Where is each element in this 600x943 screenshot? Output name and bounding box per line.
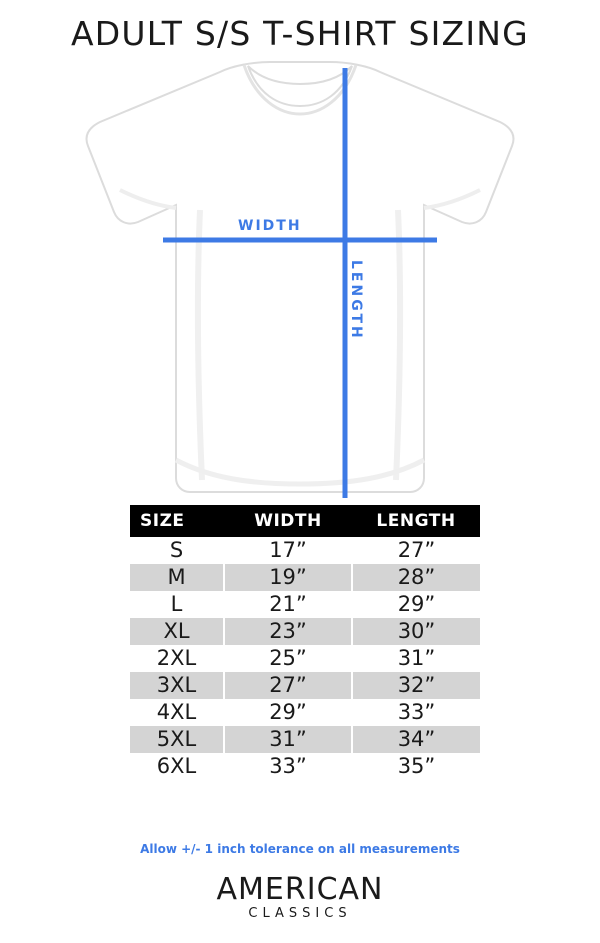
cell-length: 29” [352,591,480,618]
size-table-body [130,537,480,780]
length-label: LENGTH [348,260,364,341]
cell-width: 21” [224,591,352,618]
table-row [130,753,480,780]
cell-width: 27” [224,672,352,699]
table-row [130,672,480,699]
table-header-row [130,505,480,537]
cell-size: S [130,537,224,564]
header-width: WIDTH [224,505,352,537]
cell-width: 19” [224,564,352,591]
cell-width: 31” [224,726,352,753]
tshirt-diagram [0,60,600,510]
cell-length: 32” [352,672,480,699]
cell-size: 6XL [130,753,224,780]
table-row [130,645,480,672]
table-row [130,699,480,726]
table-row [130,591,480,618]
cell-length: 35” [352,753,480,780]
table-row [130,726,480,753]
cell-width: 17” [224,537,352,564]
cell-size: XL [130,618,224,645]
cell-width: 25” [224,645,352,672]
cell-width: 29” [224,699,352,726]
cell-width: 23” [224,618,352,645]
table-row [130,537,480,564]
cell-length: 30” [352,618,480,645]
cell-size: 2XL [130,645,224,672]
header-size: SIZE [130,505,224,537]
cell-size: M [130,564,224,591]
cell-width: 33” [224,753,352,780]
cell-length: 34” [352,726,480,753]
brand-name: AMERICAN [216,872,384,907]
brand-subtitle: CLASSICS [248,906,352,921]
cell-length: 31” [352,645,480,672]
cell-length: 27” [352,537,480,564]
cell-size: L [130,591,224,618]
cell-size: 4XL [130,699,224,726]
table-row [130,618,480,645]
tolerance-note: Allow +/- 1 inch tolerance on all measurements [140,842,460,856]
width-label: WIDTH [238,218,302,234]
size-table [130,505,480,780]
cell-length: 33” [352,699,480,726]
size-table-container [130,505,470,780]
header-length: LENGTH [352,505,480,537]
tshirt-illustration [0,60,600,510]
table-row [130,564,480,591]
size-table-head [130,505,480,537]
cell-length: 28” [352,564,480,591]
cell-size: 5XL [130,726,224,753]
cell-size: 3XL [130,672,224,699]
page-title: ADULT S/S T-SHIRT SIZING [71,14,529,53]
